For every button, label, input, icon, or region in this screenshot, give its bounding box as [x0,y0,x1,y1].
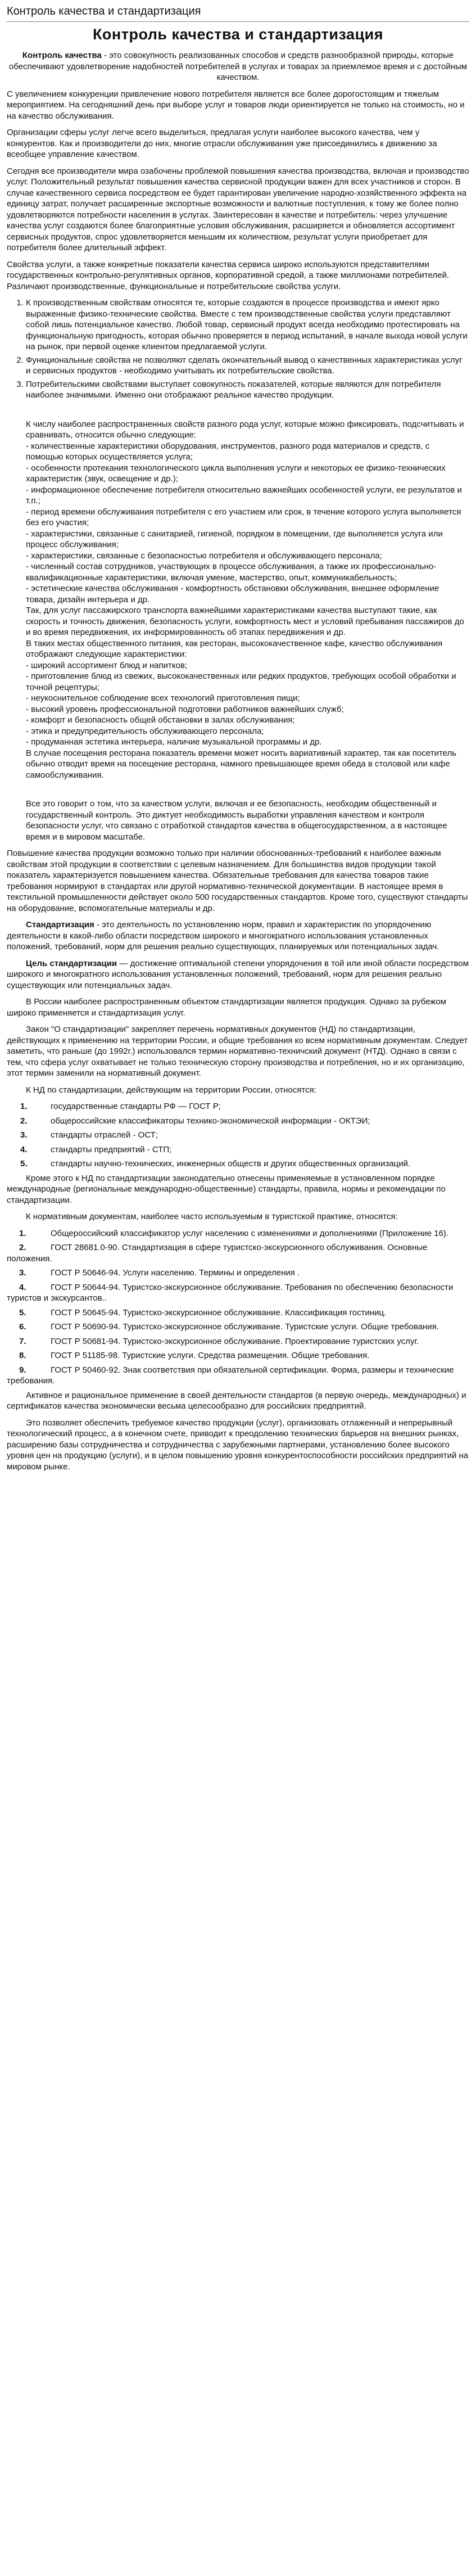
paragraph-control: Все это говорит о том, что за качеством услуги, включая и ее безопасность, необходим общественный и государственный контроль. Это диктует необходимость выработки управления качеством и контроля безопасности услуг, что связано с отработкой стандартов качества в общегосударственном, а в настоящее время и в мировом масштабе. [26,799,447,842]
item-number: 3. [19,1268,26,1278]
item-text: ГОСТ Р 50645-94. Туристско-экскурсионное обслуживание. Классификация гостиниц. [51,1307,387,1318]
list-item: - информационное обеспечение потребителя относительно важнейших особенностей услуги, ее результатов и т.п.; [26,485,462,506]
list-item: - неукоснительное соблюдение всех технологий приготовления пищи; [26,693,300,703]
item-text: стандарты отраслей - ОСТ; [51,1130,158,1140]
intro-paragraph [7,50,469,83]
standardization-term: Стандартизация [26,920,94,930]
item-text: ГОСТ 28681.0-90. Стандартизация в сфере туристско-экскурсионного обслуживания. Основные положения. [7,1243,428,1264]
item-number: 5. [19,1307,26,1318]
list-item [7,1307,469,1319]
list-item: - период времени обслуживания потребителя с его участием или срок, в течение которого услуга выполняется без его участия; [26,507,461,527]
item-number: 9. [19,1365,26,1375]
list-item: - высокий уровень профессиональной подготовки работников важнейших служб; [26,704,344,714]
list-item: - продуманная эстетика интерьера, наличие музыкальной программы и др. [26,737,322,747]
item-number: 3. [20,1130,28,1140]
item-text: ГОСТ Р 50690-94. Туристско-экскурсионное обслуживание. Туристские услуги. Общие требования. [51,1322,439,1332]
list-item [7,1350,469,1361]
item-number: 4. [19,1282,26,1292]
item-text: ГОСТ Р 50681-94. Туристско-экскурсионное обслуживание. Проектирование туристских услуг. [51,1336,419,1346]
paragraph-nd-intro: К НД по стандартизации, действующим на территории России, относятся: [26,1085,316,1095]
item-number: 5. [20,1159,28,1169]
item-text: ГОСТ Р 50460-92. Знак соответствия при обязательной сертификации. Форма, размеры и технические требования. [7,1365,454,1386]
list-item [7,1144,469,1156]
list-item: Так, для услуг пассажирского транспорта важнейшими характеристиками качества выступают такие, как скорость и точность движения, безопасность услуги, комфортность мест и условий пребывания пассажиров до и во время передвижения, их информированность об этапах передвижения и др. [26,606,464,637]
list-item [7,1116,469,1127]
paragraph-service-properties: Свойства услуги, а также конкретные показатели качества сервиса широко используются представителями государственных контрольно-регулятивных органов, корпоративной средой, а также миллионами потребителей. Различают производственные, функциональные и потребительские свойства услуги. [7,259,450,291]
item-number: 1. [19,1228,26,1238]
item-number: 2. [20,1116,28,1126]
list-item [7,1321,469,1333]
item-number: 1. [20,1102,28,1111]
item-text: Общероссийский классификатор услуг населению с изменениями и дополнениями (Приложение 16). [51,1228,449,1238]
list-item [7,1242,469,1264]
list-item [7,1101,469,1112]
paragraph-service-organizations: Организации сферы услуг легче всего выделиться, предлагая услуги наиболее высокого качества, чем у конкурентов. Как и производители до них, многие отрасли обслуживания уже присоединились к движению за всеобщее управление качеством. [7,128,437,159]
item-number: 8. [19,1351,26,1360]
standardization-definition [7,919,469,953]
item-number: 6. [19,1322,26,1332]
list-item: В таких местах общественного питания, как ресторан, высококачественное кафе, качество обслуживания отображают следующие характеристики: [26,638,443,659]
list-item [7,1267,469,1279]
list-item: - характеристики, связанные с безопасностью потребителя и обслуживающего персонала; [26,551,382,561]
list-item: - особенности протекания технологического цикла выполнения услуги и некоторых ее физико-технических характеристик (звук, освещение и др.); [26,463,446,484]
list-item: - комфорт и безопасность общей обстановки в залах обслуживания; [26,715,295,725]
tourism-docs-list [7,1228,469,1387]
list-item: - широкий ассортимент блюд и напитков; [26,660,188,670]
item-text: ГОСТ Р 50644-94. Туристско-экскурсионное обслуживание. Требования по обеспечению безопасности туристов и экскурсантов.. [7,1282,454,1303]
list-item: - характеристики, связанные с санитарией, гигиеной, порядком в помещении, где выполняется услуга или процесс обслуживания; [26,529,443,549]
list-item: - эстетические качества обслуживания - комфортность обстановки обслуживания, внешнее оформление товара, дизайн интерьера и др. [26,584,439,604]
list-item [7,1130,469,1141]
item-text: государственные стандарты РФ — ГОСТ Р; [51,1102,221,1111]
paragraph-quality-increase: Повышение качества продукции возможно только при наличии обоснованных-требований к наиболее важным свойствам этой продукции в соответствии с целевым назначением. Для большинства видов продукции такой показатель характеризуется повышением качества. Обязательные требования для качества товаров такие требования нормируют в стандартах или другой нормативно-технической документации. В настоящее время в текстильной промышленности действует около 500 государственных стандартов. Кроме того, существуют стандарты на оборудование, вспомогательные материалы и др. [7,849,468,913]
paragraph-law: Закон "О стандартизации" закрепляет перечень нормативных документов (НД) по стандартизации, действующих к применению на территории России, и общие требования ко всем нормативным документам. Следует заметить, что раньше (до 1992г.) использовался термин нормативно-техничский документ (НТД). Однако в связи с тем, что сфера услуг охватывает не только техническую сторону производства и потребления, но и их организацию, этот термин заменили на нормативный документ. [7,1025,468,1078]
paragraph-producers: Сегодня все производители мира озабочены проблемой повышения качества производства, включая и производство услуг. Положительный результат повышения качества сервисной продукции важен для всех участников и сторон. В случае качественного сервиса посредством ее будет гарантирован увеличение народно-хозяйственного эффекта на единицу затрат, получает расширенные экспортные возможности и валютные поступления, к тому же более полно удовлетворяются потребности населения в услугах. Заинтересован в качестве и потребитель: через улучшение качества услуг создаются более благоприятные условия обслуживания, расширяется и обновляется ассортимент сервисных продуктов, спрос удовлетворяется меньшим их количеством, результат услуги приобретает для потребителя более длительный эффект. [7,166,469,252]
intro-term: Контроль качества [22,51,102,60]
list-item: - количественные характеристики оборудования, инструментов, разного рода материалов и средств, с помощью которых осуществляется услуга; [26,441,430,462]
standardization-goal [7,958,469,991]
nd-list [7,1101,469,1170]
common-properties-intro: К числу наиболее распространенных свойств разного рода услуг, которые можно фиксировать, подсчитывать и сравнивать, относится обычно следующие: [26,419,464,440]
goal-term: Цель стандартизации [26,958,117,968]
item-text: стандарты предприятий - СТП; [51,1144,172,1154]
item-text: ГОСТ Р 50646-94. Услуги населению. Термины и определения . [51,1268,300,1278]
list-item [7,1282,469,1304]
page-header-title: Контроль качества и стандартизация [7,5,201,17]
list-item: 1. К производственным свойствам относятся те, которые создаются в процессе производства и имеют ярко выраженные физико-технические свойства. Вместе с тем производственные свойства услуги представляют собой лишь потенциальное качество. Любой товар, сервисный продукт всегда необходимо протестировать на функциональную пригодность, которая обычно проверяется в период испытаний, в начале выхода новой услуги на рынок, при первой оценке клиентом предлагаемой услуги. [26,297,469,353]
list-item: 3. Потребительскими свойствами выступает совокупность показателей, которые являются для потребителя наиболее значимыми. Именно они отображают реальное качество продукции. [26,379,469,401]
item-number: 7. [19,1336,26,1346]
item-number: 2. [19,1243,26,1252]
item-text: стандарты научно-технических, инженерных обществ и других общественных организаций. [51,1159,411,1169]
list-item [7,1228,469,1239]
spacer [7,786,469,798]
paragraph-tourism-docs-intro: К нормативным документам, наиболее часто используемым в туристской практике, относятся: [26,1212,398,1221]
list-item: В случае посещения ресторана показатель времени может носить вариативный характер, так как посетитель обычно отводит время на посещение ресторана, намного превышающее время обеда в столовой или кафе самообслуживания. [26,748,457,780]
paragraph-benefits: Это позволяет обеспечить требуемое качество продукции (услуг), организовать отлаженный и непрерывный технологический процесс, а в конечном счете, приводит к преодолению технических барьеров на внешних рынках, расширению базы сотрудничества и сотрудничества с зарубежными партнерами, установлению более высокого уровня цен на продукцию (услуги), и в целом повышению уровня конкурентоспособности российских предприятий на мировом рынке. [7,1418,469,1472]
list-item: 2. Функциональные свойства не позволяют сделать окончательный вывод о качественных характеристиках услуг и сервисных продуктов - необходимо учитывать их потребительские свойства. [26,355,469,377]
properties-list [7,297,469,401]
goal-text: — достижение оптимальной степени упорядочения в той или иной области посредством широкого и многократного использования установленных положений, требований, норм для решения реально существующих или потенциальных задач. [7,958,469,990]
paragraph-russia: В России наиболее распространенным объектом стандартизации является продукция. Однако за рубежом широко применяется и стандартизация услуг. [7,997,446,1018]
list-item [7,1365,469,1387]
standardization-text: - это деятельность по установлению норм, правил и характеристик по упорядочению деятельности в какой-либо области посредством широкого и многократного использования установленных положений, требований, норм для решения реально существующих, планируемых или потенциальных задач. [7,920,439,951]
list-item: - приготовление блюд из свежих, высококачественных или редких продуктов, требующих особой обработки и точной рецептуры; [26,671,456,692]
item-number: 4. [20,1144,28,1154]
list-item [7,1336,469,1347]
spacer [7,407,469,419]
list-item: - этика и предупредительность обслуживающего персонала; [26,726,264,736]
paragraph-competition: С увеличением конкуренции привлечение нового потребителя является все более дорогостоящим и тяжелым мероприятием. На сегодняшний день при выборе услуг и товаров люди ориентируется не только на стоимость, но и на качество обслуживания. [7,89,465,121]
article-title: Контроль качества и стандартизация [92,26,384,43]
header-divider [7,21,469,22]
list-item: - численный состав сотрудников, участвующих в процессе обслуживания, а также их профессионально-квалификационные характеристики, включая умение, мастерство, опыт, коммуникабельность; [26,562,437,583]
item-text: ГОСТ Р 51185-98. Туристские услуги. Средства размещения. Общие требования. [51,1351,370,1360]
paragraph-international: Кроме этого к НД по стандартизации законодательно отнесены применяемые в установленном порядке международные (региональные международно-общественные) стандарты, правила, нормы и рекомендации по стандартизации. [7,1173,446,1205]
paragraph-application: Активное и рациональное применение в своей деятельности стандартов (в первую очередь, международных) и сертификатов качества экономически весьма целесообразно для российских предприятий. [7,1390,466,1411]
control-block [26,798,469,842]
intro-text: - это совокупность реализованных способов и средств разнообразной природы, которые обеспечивают удовлетворение надобностей потребителей в услугах и товарах за приемлемое время и с достойным качеством. [8,51,468,82]
list-item [7,1158,469,1170]
common-properties-block [26,419,469,781]
item-text: общероссийские классификаторы технико-экономической информации - ОКТЭИ; [51,1116,370,1126]
